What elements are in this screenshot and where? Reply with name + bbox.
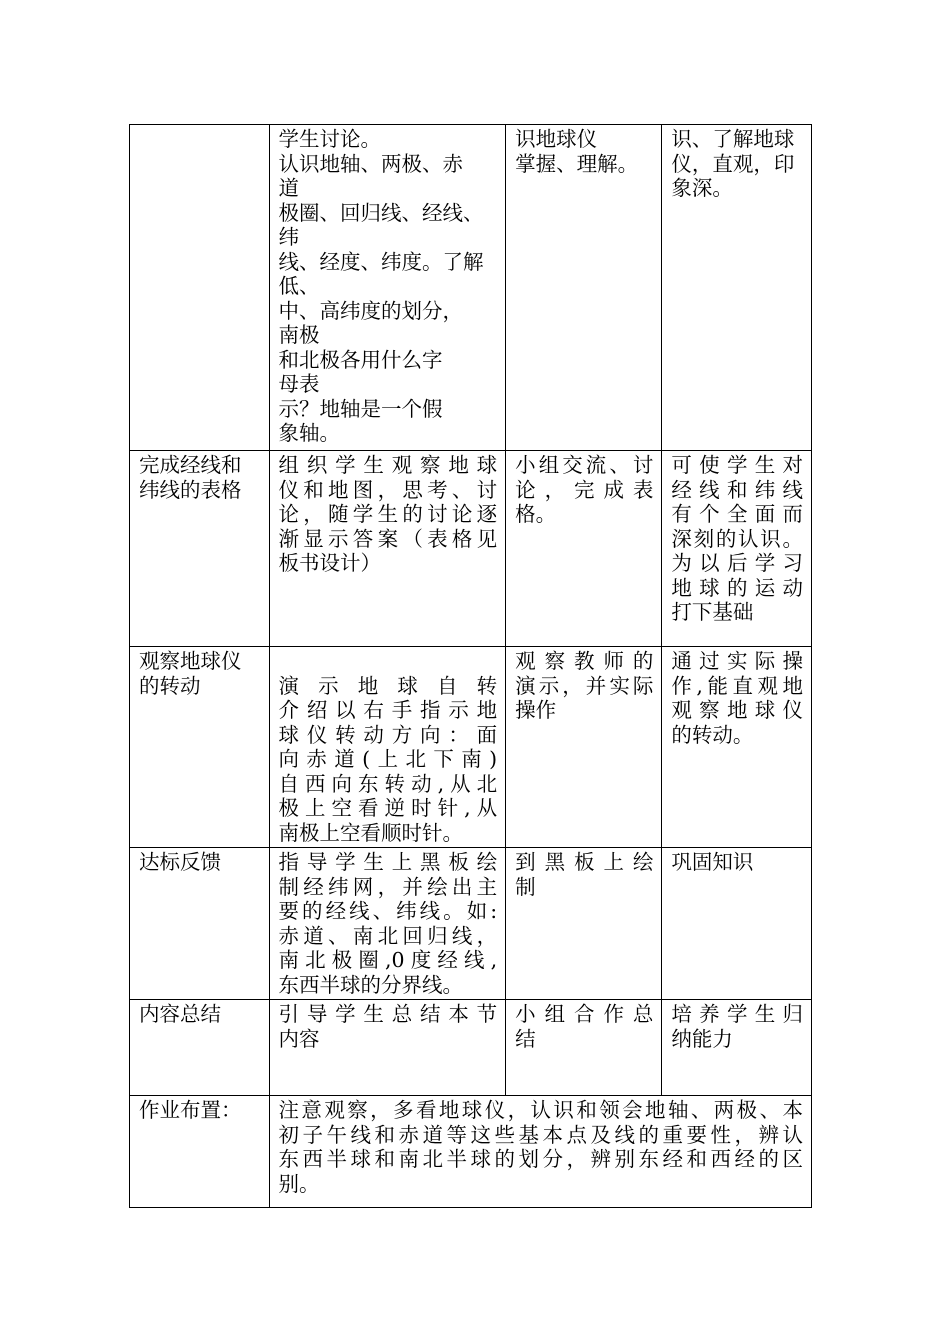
cell-purpose [662,848,812,1000]
text-line: 经线和纬线 [671,477,803,502]
text-line: 组织学生观察地球 [278,453,498,477]
text-line: 为以后学习 [671,551,803,575]
text-line: 渐显示答案（表格见 [278,526,498,551]
cell-activity [130,848,270,1000]
cell-teacher [269,647,506,848]
text-line: 的转动 [139,673,201,698]
homework-content [269,1096,811,1208]
text-line: 仪，直观，印 [671,151,795,176]
text-line: 赤道、南北回归线， [278,923,498,948]
text-line: 内容总结 [139,1002,221,1026]
text-line: 观察地球仪 [139,649,242,673]
cell-purpose [662,647,812,848]
table-row [130,1000,812,1096]
text-line: 东西半球的分界线。 [278,972,464,997]
text-line: 极圈、回归线、经线、 [278,200,484,225]
text-line: 仪和地图，思考、讨 [278,477,498,502]
cell-teacher [269,848,506,1000]
text-line: 东西半球和南北半球的划分，辨别东经和西经的区 [278,1147,803,1171]
text-line: 母表 [278,372,320,396]
text-line: 指导学生上黑板绘 [278,850,498,874]
text-line: 象深。 [671,176,733,200]
text-line: 别。 [278,1171,320,1196]
text-line: 板书设计） [278,551,382,575]
text-line: 掌握、理解。 [515,151,639,176]
text-line: 引导学生总结本节 [278,1002,498,1026]
lesson-plan-table [129,124,812,1208]
text-line: 线、经度、纬度。了解 [278,249,484,274]
text-line: 操作 [515,698,557,722]
cell-purpose [662,1000,812,1096]
table-row [130,451,812,647]
text-line [279,649,498,674]
text-line: 小组合作总 [515,1002,654,1026]
text-line: 打下基础 [671,600,754,624]
lesson-plan-body [130,125,812,1208]
text-line: 到黑板上绘 [515,850,654,874]
text-line: 象轴。 [278,421,341,445]
text-line: 要的经线、纬线。如: [278,899,498,923]
text-line: 作,能直观地 [671,673,803,698]
text-line: 制经纬网，并绘出主 [278,874,498,899]
text-line: 地球的运动 [671,575,803,600]
text-line: 观察教师的 [515,649,654,673]
text-line: 南极上空看顺时针。 [278,820,464,845]
text-line: 结 [515,1026,536,1051]
text-line: 极上空看逆时针,从 [278,796,498,820]
text-line: 格。 [515,502,557,526]
cell-activity [130,1000,270,1096]
text-line: 小组交流、讨 [515,453,654,477]
text-line: 低、 [278,274,320,298]
text-line: 演示，并实际 [515,673,654,698]
text-line: 巩固知识 [671,850,754,874]
text-line: 纬线的表格 [139,477,242,502]
text-line: 论，随学生的讨论逐 [278,502,498,526]
text-line: 观察地球仪 [671,698,803,722]
text-line: 向赤道(上北下南) [278,747,498,771]
text-line: 初子午线和赤道等这些基本点及线的重要性，辨认 [278,1122,803,1147]
text-line: 注意观察，多看地球仪，认识和领会地轴、两极、本 [278,1098,803,1122]
cell-teacher [269,125,506,451]
table-row [130,647,812,848]
cell-student [506,451,662,647]
homework-label: 作业布置： [130,1096,270,1208]
text-line: 和北极各用什么字 [278,347,443,372]
text-line: 介绍以右手指示地 [278,698,498,722]
text-line: 论，完成表 [515,477,654,502]
text-line: 有个全面而 [671,502,803,526]
cell-activity [130,647,270,848]
table-row [130,125,812,451]
cell-teacher [269,1000,506,1096]
text-line: 达标反馈 [139,850,221,874]
text-line: 深刻的认识。 [671,526,803,551]
text-line: 通过实际操 [671,649,803,673]
text-line: 示？地轴是一个假 [278,396,443,421]
text-line: 可使学生对 [671,453,803,477]
text-line: 南北极圈,0度经线, [278,948,498,972]
text-line: 的转动。 [671,722,754,747]
text-line: 演示地球自转 [278,673,498,698]
text-line: 识地球仪 [515,127,598,151]
text-line: 纬 [278,225,300,249]
cell-teacher [269,451,506,647]
text-line: 道 [278,176,300,200]
text-line: 内容 [278,1026,320,1051]
table-row [130,848,812,1000]
text-line: 学生讨论。 [278,127,382,151]
cell-purpose [662,451,812,647]
cell-activity [130,451,270,647]
text-line: 纳能力 [671,1026,733,1051]
cell-student [506,647,662,848]
cell-purpose [662,125,812,451]
text-line: 南极 [278,323,320,347]
cell-student [506,125,662,451]
text-line: 认识地轴、两极、赤 [278,151,464,176]
text-line: 自西向东转动,从北 [278,771,498,796]
text-line: 完成经线和 [139,453,242,477]
text-line: 球仪转动方向：面 [278,722,498,747]
text-line: 制 [515,874,536,899]
cell-student [506,848,662,1000]
homework-row [130,1096,812,1208]
text-line: 培养学生归 [671,1002,803,1026]
text-line: 中、高纬度的划分， [278,298,464,323]
cell-student [506,1000,662,1096]
text-line: 识、了解地球 [671,127,795,151]
cell-activity [130,125,270,451]
